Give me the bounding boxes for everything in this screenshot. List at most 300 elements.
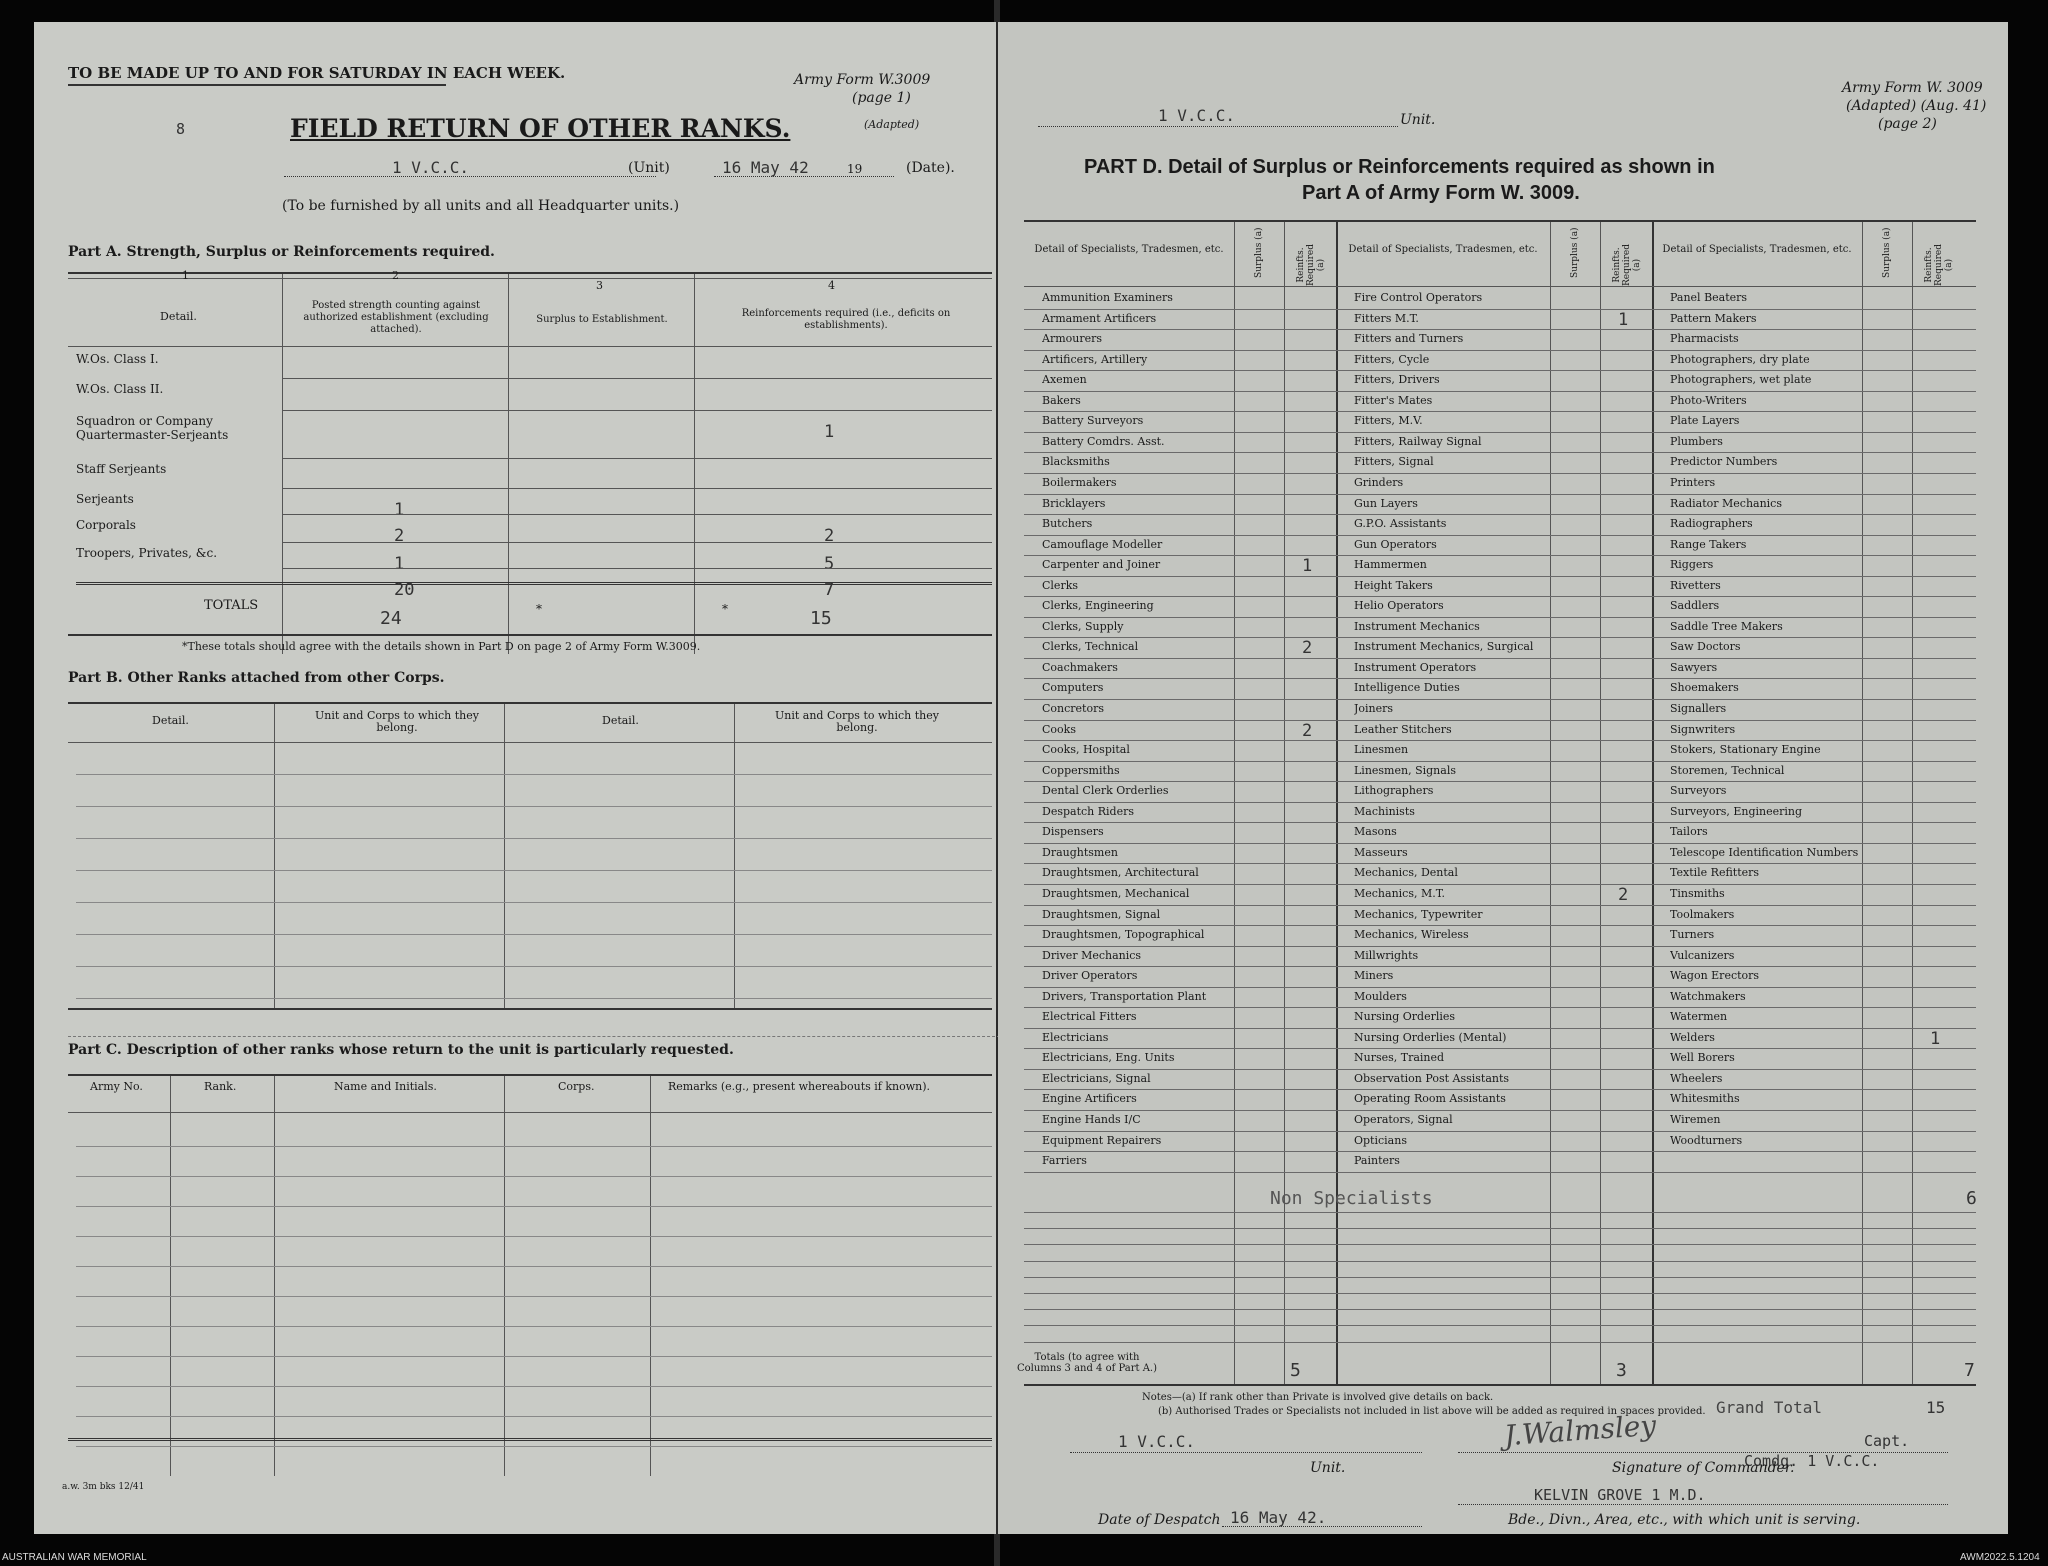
part-d-row-name: Stokers, Stationary Engine <box>1670 743 1821 757</box>
part-d-row-name: Linesmen <box>1354 743 1409 757</box>
grand-total-label: Grand Total <box>1716 1398 1822 1417</box>
part-c-row-rule <box>76 1446 992 1447</box>
part-d-row-name: Toolmakers <box>1670 907 1735 921</box>
part-d-totals-label: Totals (to agree with Columns 3 and 4 of Part A.) <box>1016 1352 1158 1374</box>
part-a-head-rule <box>68 346 992 347</box>
part-a-col4-head: Reinforcements required (i.e., deficits on establishments). <box>741 308 951 331</box>
part-d-row-name: Watermen <box>1670 1010 1728 1024</box>
part-d-row-rule <box>1024 946 1976 947</box>
part-d-vline-surplus <box>1550 222 1551 1384</box>
part-d-row-name: Millwrights <box>1354 948 1419 962</box>
part-d-row-name: Storemen, Technical <box>1670 763 1785 777</box>
part-b-bottom-rule <box>68 1008 992 1010</box>
part-b-row-rule <box>76 934 992 935</box>
part-d-head-reinf: Reinfts. Required (a) <box>1296 244 1326 286</box>
part-d-row-rule <box>1024 1172 1976 1173</box>
part-d-row-name: Painters <box>1354 1154 1400 1168</box>
part-d-row-name: Carpenter and Joiner <box>1042 558 1161 572</box>
part-a-total-reinf-marker: * <box>722 602 728 616</box>
part-d-row-rule <box>1024 966 1976 967</box>
part-a-row-detail: Staff Serjeants <box>76 462 167 476</box>
part-d-row-rule <box>1024 720 1976 721</box>
part-d-head-detail: Detail of Specialists, Tradesmen, etc. <box>1348 244 1538 255</box>
part-d-vline-reinf <box>1912 222 1913 1384</box>
date-value: 16 May 42 <box>722 158 809 177</box>
part-d-row-name: Clerks, Engineering <box>1042 599 1154 613</box>
part-d-row-rule <box>1024 637 1976 638</box>
part-d-row-reinf: 1 <box>1930 1028 1941 1049</box>
location-value: KELVIN GROVE 1 M.D. <box>1534 1486 1706 1504</box>
part-d-row-name: Turners <box>1670 928 1715 942</box>
part-d-row-name: Height Takers <box>1354 578 1433 592</box>
part-d-row-rule <box>1024 309 1976 310</box>
part-a-row-reinf: 1 <box>824 422 835 442</box>
part-d-row-rule <box>1024 802 1976 803</box>
part-d-row-name: Instrument Operators <box>1354 660 1477 674</box>
part-d-row-name: Mechanics, Dental <box>1354 866 1458 880</box>
part-a-vline-3 <box>694 274 695 654</box>
part-d-row-name: Electricians, Eng. Units <box>1042 1051 1175 1065</box>
part-d-row-name: Intelligence Duties <box>1354 681 1460 695</box>
part-d-row-name: Masons <box>1354 825 1397 839</box>
part-d-row-rule <box>1024 1089 1976 1090</box>
part-a-totals-label: TOTALS <box>204 598 259 613</box>
part-d-row-name: Ammunition Examiners <box>1042 291 1173 304</box>
part-d-vline-reinf <box>1600 222 1601 1384</box>
part-d-row-name: Tinsmiths <box>1670 886 1725 900</box>
part-c-head-army-no: Army No. <box>90 1080 143 1093</box>
part-d-blank-rule <box>1024 1228 1976 1229</box>
part-d-row-name: Printers <box>1670 475 1716 489</box>
part-d-head-reinf: Reinfts. Required (a) <box>1612 244 1642 286</box>
part-d-row-name: Nursing Orderlies <box>1354 1010 1456 1024</box>
part-d-row-name: Fitters, Signal <box>1354 455 1434 469</box>
part-d-row-name: Rivetters <box>1670 578 1721 592</box>
part-d-row-rule <box>1024 1151 1976 1152</box>
part-d-row-name: Machinists <box>1354 804 1415 818</box>
part-d-row-name: Plumbers <box>1670 434 1723 448</box>
part-d-row-name: Coachmakers <box>1042 660 1118 674</box>
date-label: (Date). <box>906 160 955 176</box>
part-a-row-rule <box>282 568 992 569</box>
part-d-row-name: Radiographers <box>1670 517 1753 531</box>
part-d-row-name: Farriers <box>1042 1154 1087 1168</box>
part-d-row-name: Cooks <box>1042 722 1076 736</box>
part-c-head-corps: Corps. <box>558 1080 595 1093</box>
part-d-head-rule <box>1024 286 1976 287</box>
part-a-row-rule <box>282 488 992 489</box>
part-b-vline-2 <box>504 704 505 1010</box>
part-d-row-name: Fitters, Railway Signal <box>1354 434 1482 448</box>
part-a-row-rule <box>282 410 992 411</box>
part-d-row-name: Electricians <box>1042 1030 1109 1044</box>
part-d-row-name: Battery Surveyors <box>1042 414 1144 428</box>
part-d-row-name: Gun Layers <box>1354 496 1418 510</box>
part-d-row-name: Watchmakers <box>1670 989 1746 1003</box>
part-b-head-rule <box>68 742 992 743</box>
part-d-row-name: Shoemakers <box>1670 681 1739 695</box>
part-c-top-rule <box>68 1074 992 1076</box>
part-a-total-reinf: 15 <box>810 608 832 629</box>
part-d-row-rule <box>1024 535 1976 536</box>
part-a-total-posted: 24 <box>380 608 402 629</box>
part-d-top-rule <box>1024 220 1976 222</box>
page-1 <box>34 22 996 1534</box>
part-d-row-name: Wagon Erectors <box>1670 969 1760 983</box>
part-a-row-reinf: 7 <box>824 580 835 600</box>
part-d-row-name: Operators, Signal <box>1354 1113 1453 1126</box>
part-d-row-name: Instrument Mechanics, Surgical <box>1354 640 1534 654</box>
unit-label: (Unit) <box>628 160 670 176</box>
part-d-row-name: Leather Stitchers <box>1354 722 1452 736</box>
part-d-row-name: Armament Artificers <box>1042 311 1157 325</box>
part-d-row-name: Dispensers <box>1042 825 1104 839</box>
part-d-blank-rule <box>1024 1309 1976 1310</box>
part-d-row-rule <box>1024 658 1976 659</box>
part-d-blank-rule <box>1024 1261 1976 1262</box>
part-d-row-rule <box>1024 1069 1976 1070</box>
part-d-row-name: Photographers, dry plate <box>1670 352 1810 366</box>
instruction: (To be furnished by all units and all Headquarter units.) <box>282 198 680 214</box>
part-d-row-reinf: 1 <box>1302 556 1313 577</box>
part-d-row-rule <box>1024 678 1976 679</box>
part-d-row-name: G.P.O. Assistants <box>1354 517 1447 531</box>
part-a-row-posted: 1 <box>394 554 405 574</box>
part-d-row-name: Woodturners <box>1670 1133 1743 1147</box>
part-d-row-rule <box>1024 740 1976 741</box>
part-a-top-rule <box>68 272 992 274</box>
part-d-row-name: Fire Control Operators <box>1354 291 1483 304</box>
part-d-row-name: Despatch Riders <box>1042 804 1134 818</box>
part-a-row-detail: Corporals <box>76 518 136 532</box>
footer-unit-label: Unit. <box>1310 1460 1346 1476</box>
part-d-row-name: Lithographers <box>1354 784 1434 798</box>
part-a-vline-1 <box>282 274 283 654</box>
part-b-title: Part B. Other Ranks attached from other Corps. <box>68 670 445 686</box>
part-d-row-name: Wiremen <box>1670 1113 1721 1126</box>
part-d-row-name: Engine Artificers <box>1042 1092 1137 1106</box>
part-d-row-name: Telescope Identification Numbers <box>1670 845 1859 859</box>
part-a-col1-number: 1 <box>182 269 189 282</box>
part-d-row-name: Clerks <box>1042 578 1079 592</box>
part-d-vline-surplus <box>1862 222 1863 1384</box>
part-d-row-name: Photographers, wet plate <box>1670 373 1812 387</box>
part-d-title-line2: Part A of Army Form W. 3009. <box>1302 182 1580 204</box>
part-a-col2-head: Posted strength counting against authorized establishment (excluding attached). <box>303 300 489 335</box>
part-b-head-unit: Unit and Corps to which they belong. <box>315 709 479 734</box>
part-a-bottom-rule <box>68 634 992 636</box>
part-c-head-rank: Rank. <box>204 1080 237 1093</box>
part-d-head-reinf: Reinfts. Required (a) <box>1924 244 1954 286</box>
part-d-row-rule <box>1024 617 1976 618</box>
part-d-row-rule <box>1024 555 1976 556</box>
part-a-row-rule <box>282 542 992 543</box>
part-d-row-name: Driver Mechanics <box>1042 948 1142 962</box>
part-a-row-posted: 1 <box>394 500 405 520</box>
part-a-row-detail: Squadron or Company Quartermaster-Serjeants <box>76 414 229 442</box>
part-d-row-name: Blacksmiths <box>1042 455 1110 469</box>
part-b-head-detail-2: Detail. <box>602 714 639 727</box>
part-d-row-rule <box>1024 781 1976 782</box>
part-d-row-name: Cooks, Hospital <box>1042 743 1130 757</box>
part-a-col4-number: 4 <box>828 279 835 292</box>
part-d-row-name: Operating Room Assistants <box>1354 1092 1506 1106</box>
part-d-row-name: Instrument Mechanics <box>1354 619 1480 633</box>
part-d-row-name: Vulcanizers <box>1670 948 1735 962</box>
part-a-row-reinf: 5 <box>824 554 835 574</box>
part-d-row-name: Computers <box>1042 681 1104 695</box>
part-b-head-unit-2: Unit and Corps to which they belong. <box>775 709 939 734</box>
part-a-row-detail: Serjeants <box>76 492 134 506</box>
part-b-row-rule <box>76 902 992 903</box>
part-d-row-name: Butchers <box>1042 517 1093 531</box>
header-underline <box>68 84 446 86</box>
part-d-row-name: Saddlers <box>1670 599 1720 613</box>
part-d-vline-group <box>1336 222 1338 1384</box>
part-d-blank-rule <box>1024 1325 1976 1326</box>
part-d-row-name: Electrical Fitters <box>1042 1010 1137 1024</box>
part-c-row-rule <box>76 1176 992 1177</box>
part-d-vline-group <box>1652 222 1654 1384</box>
part-d-vline-reinf <box>1284 222 1285 1384</box>
part-a-row-detail: Troopers, Privates, &c. <box>76 546 218 560</box>
note-b: (b) Authorised Trades or Specialists not included in list above will be added as required in spaces provided. <box>1158 1406 1706 1417</box>
commander-signature: J.Walmsley <box>1503 1408 1658 1453</box>
part-a-footnote: *These totals should agree with the details shown in Part D on page 2 of Army Form W.3009. <box>182 640 701 653</box>
part-d-row-rule <box>1024 432 1976 433</box>
location-dotline <box>1458 1504 1948 1505</box>
part-d-row-name: Mechanics, M.T. <box>1354 886 1445 900</box>
part-a-row-rule <box>282 378 992 379</box>
part-d-row-name: Nurses, Trained <box>1354 1051 1445 1065</box>
command-value: Comdg. 1 V.C.C. <box>1744 1452 1880 1470</box>
part-a-totals-rule <box>76 582 992 585</box>
part-d-row-name: Mechanics, Wireless <box>1354 928 1469 942</box>
part-d-total-col3: 7 <box>1964 1360 1975 1381</box>
part-d-row-name: Fitter's Mates <box>1354 393 1433 407</box>
part-c-head-remarks: Remarks (e.g., present whereabouts if known). <box>668 1080 931 1093</box>
adapted-label: (Adapted) (Aug. 41) <box>1846 98 1987 114</box>
part-c-row-rule <box>76 1416 992 1417</box>
part-a-vline-2 <box>508 274 509 654</box>
part-d-row-name: Coppersmiths <box>1042 763 1120 777</box>
part-d-row-reinf: 1 <box>1618 309 1629 330</box>
part-c-head-rule <box>68 1112 992 1113</box>
part-c-head-name: Name and Initials. <box>334 1080 437 1093</box>
part-d-row-rule <box>1024 1028 1976 1029</box>
print-code: a.w. 3m bks 12/41 <box>62 1482 145 1492</box>
fold-line <box>68 1036 1030 1037</box>
part-a-row-reinf: 2 <box>824 526 835 546</box>
part-b-row-rule <box>76 774 992 775</box>
part-d-row-name: Camouflage Modeller <box>1042 537 1163 551</box>
part-d-row-name: Boilermakers <box>1042 475 1117 489</box>
page-number: (page 2) <box>1878 116 1937 132</box>
part-d-row-rule <box>1024 494 1976 495</box>
part-a-col-number-rule <box>68 278 992 279</box>
page-header: TO BE MADE UP TO AND FOR SATURDAY IN EACH WEEK. <box>68 64 566 82</box>
part-d-row-rule <box>1024 391 1976 392</box>
despatch-label: Date of Despatch <box>1098 1512 1221 1528</box>
part-b-row-rule <box>76 838 992 839</box>
part-d-row-rule <box>1024 514 1976 515</box>
part-d-row-name: Nursing Orderlies (Mental) <box>1354 1030 1507 1044</box>
part-b-row-rule <box>76 806 992 807</box>
part-d-blank-rule <box>1024 1293 1976 1294</box>
part-d-row-name: Dental Clerk Orderlies <box>1042 784 1169 798</box>
part-d-vline-surplus <box>1234 222 1235 1384</box>
part-d-row-name: Artificers, Artillery <box>1042 352 1148 366</box>
part-d-total-col2: 3 <box>1616 1360 1627 1381</box>
part-d-row-reinf: 2 <box>1618 884 1629 905</box>
part-d-row-name: Sawyers <box>1670 660 1718 674</box>
part-d-row-name: Grinders <box>1354 475 1404 489</box>
part-a-col3-number: 3 <box>596 279 603 292</box>
part-d-row-name: Fitters, Cycle <box>1354 352 1430 366</box>
page-number: (page 1) <box>852 90 911 106</box>
part-b-row-rule <box>76 966 992 967</box>
part-d-row-name: Clerks, Supply <box>1042 619 1124 633</box>
part-d-row-name: Surveyors <box>1670 784 1727 798</box>
signature-dotline <box>1458 1452 1948 1453</box>
part-d-row-name: Bakers <box>1042 393 1081 407</box>
part-d-row-name: Fitters M.T. <box>1354 311 1419 325</box>
part-d-head-detail: Detail of Specialists, Tradesmen, etc. <box>1034 244 1224 255</box>
part-d-row-name: Equipment Repairers <box>1042 1133 1162 1147</box>
part-d-row-name: Signwriters <box>1670 722 1736 736</box>
part-d-row-name: Surveyors, Engineering <box>1670 804 1803 818</box>
note-a: Notes—(a) If rank other than Private is involved give details on back. <box>1142 1392 1494 1403</box>
part-a-row-detail: W.Os. Class I. <box>76 352 159 366</box>
part-d-row-name: Hammermen <box>1354 558 1427 572</box>
part-d-row-rule <box>1024 452 1976 453</box>
footer-unit-dotline <box>1070 1452 1422 1453</box>
part-d-row-name: Wheelers <box>1670 1071 1723 1085</box>
part-d-row-rule <box>1024 863 1976 864</box>
unit-dotline <box>1038 126 1398 127</box>
footer-unit-value: 1 V.C.C. <box>1118 1432 1196 1451</box>
part-d-row-name: Battery Comdrs. Asst. <box>1042 434 1165 448</box>
part-d-row-rule <box>1024 699 1976 700</box>
location-label: Bde., Divn., Area, etc., with which unit is serving. <box>1508 1512 1861 1528</box>
unit-label: Unit. <box>1400 112 1436 128</box>
part-d-row-name: Well Borers <box>1670 1051 1735 1065</box>
rank-value: Capt. <box>1864 1432 1910 1450</box>
part-d-row-rule <box>1024 1048 1976 1049</box>
part-d-head-surplus: Surplus (a) <box>1254 227 1264 278</box>
part-d-row-name: Fitters, M.V. <box>1354 414 1423 428</box>
part-d-row-name: Photo-Writers <box>1670 393 1747 407</box>
form-number: Army Form W. 3009 <box>1842 80 1983 96</box>
part-d-row-rule <box>1024 905 1976 906</box>
part-d-row-name: Fitters and Turners <box>1354 332 1464 346</box>
part-d-row-name: Helio Operators <box>1354 599 1444 613</box>
part-d-row-rule <box>1024 843 1976 844</box>
part-d-row-name: Mechanics, Typewriter <box>1354 907 1483 921</box>
part-c-bottom-rule <box>68 1438 992 1441</box>
part-d-row-name: Moulders <box>1354 989 1407 1003</box>
part-d-row-name: Pharmacists <box>1670 332 1739 346</box>
part-b-vline-1 <box>274 704 275 1010</box>
serial-number: 8 <box>176 120 186 138</box>
archive-caption: AUSTRALIAN WAR MEMORIAL <box>2 1552 147 1563</box>
part-a-col1-head: Detail. <box>160 310 197 323</box>
archive-reference: AWM2022.5.1204 <box>1960 1552 2040 1563</box>
part-d-row-name: Driver Operators <box>1042 969 1138 983</box>
part-d-head-surplus: Surplus (a) <box>1882 227 1892 278</box>
part-d-row-name: Axemen <box>1042 373 1087 387</box>
part-a-col2-number: 2 <box>392 269 399 282</box>
part-c-row-rule <box>76 1236 992 1237</box>
part-a-row-detail: W.Os. Class II. <box>76 382 164 396</box>
part-d-row-name: Drivers, Transportation Plant <box>1042 989 1207 1003</box>
part-d-row-name: Plate Layers <box>1670 414 1740 428</box>
part-d-row-name: Signallers <box>1670 702 1727 715</box>
part-d-row-name: Tailors <box>1670 825 1708 839</box>
part-c-row-rule <box>76 1326 992 1327</box>
part-d-row-name: Fitters, Drivers <box>1354 373 1440 387</box>
adapted-label: (Adapted) <box>864 118 920 131</box>
date-year-prefix: 19 <box>847 162 863 176</box>
part-d-blank-rule <box>1024 1212 1976 1213</box>
part-d-bottom-rule <box>1024 1384 1976 1386</box>
part-d-row-name: Opticians <box>1354 1133 1407 1147</box>
part-d-row-name: Saddle Tree Makers <box>1670 619 1783 633</box>
part-d-row-rule <box>1024 329 1976 330</box>
part-d-row-name: Panel Beaters <box>1670 291 1748 304</box>
part-d-total-col1: 5 <box>1290 1360 1301 1381</box>
non-specialists-value: 6 <box>1966 1188 1977 1209</box>
part-c-row-rule <box>76 1296 992 1297</box>
part-d-row-rule <box>1024 1007 1976 1008</box>
part-c-title: Part C. Description of other ranks whose return to the unit is particularly requested. <box>68 1042 734 1058</box>
unit-value: 1 V.C.C. <box>1158 106 1236 125</box>
part-d-row-name: Gun Operators <box>1354 537 1437 551</box>
part-d-row-name: Electricians, Signal <box>1042 1071 1151 1085</box>
part-d-row-rule <box>1024 350 1976 351</box>
part-d-row-name: Joiners <box>1354 702 1394 715</box>
part-d-head-surplus: Surplus (a) <box>1570 227 1580 278</box>
part-c-row-rule <box>76 1146 992 1147</box>
non-specialists-label: Non Specialists <box>1270 1188 1433 1209</box>
part-d-row-rule <box>1024 576 1976 577</box>
part-d-row-name: Radiator Mechanics <box>1670 496 1782 510</box>
part-d-row-rule <box>1024 596 1976 597</box>
part-d-row-name: Draughtsmen, Mechanical <box>1042 886 1190 900</box>
part-d-head-detail: Detail of Specialists, Tradesmen, etc. <box>1662 244 1852 255</box>
part-b-row-rule <box>76 870 992 871</box>
part-d-row-name: Predictor Numbers <box>1670 455 1778 469</box>
part-d-row-name: Riggers <box>1670 558 1714 572</box>
part-d-row-name: Observation Post Assistants <box>1354 1071 1510 1085</box>
part-d-row-name: Linesmen, Signals <box>1354 763 1456 777</box>
despatch-value: 16 May 42. <box>1230 1508 1327 1527</box>
part-d-row-rule <box>1024 1110 1976 1111</box>
part-b-head-detail: Detail. <box>152 714 189 727</box>
part-b-top-rule <box>68 702 992 704</box>
form-number: Army Form W.3009 <box>794 72 931 88</box>
part-d-row-name: Whitesmiths <box>1670 1092 1740 1106</box>
part-d-row-name: Engine Hands I/C <box>1042 1113 1141 1126</box>
part-d-row-rule <box>1024 822 1976 823</box>
part-c-row-rule <box>76 1266 992 1267</box>
despatch-dotline <box>1222 1526 1422 1527</box>
part-d-row-name: Pattern Makers <box>1670 311 1757 325</box>
part-d-row-name: Concretors <box>1042 702 1104 715</box>
part-c-row-rule <box>76 1386 992 1387</box>
part-d-row-rule <box>1024 925 1976 926</box>
part-d-row-name: Draughtsmen <box>1042 845 1118 859</box>
